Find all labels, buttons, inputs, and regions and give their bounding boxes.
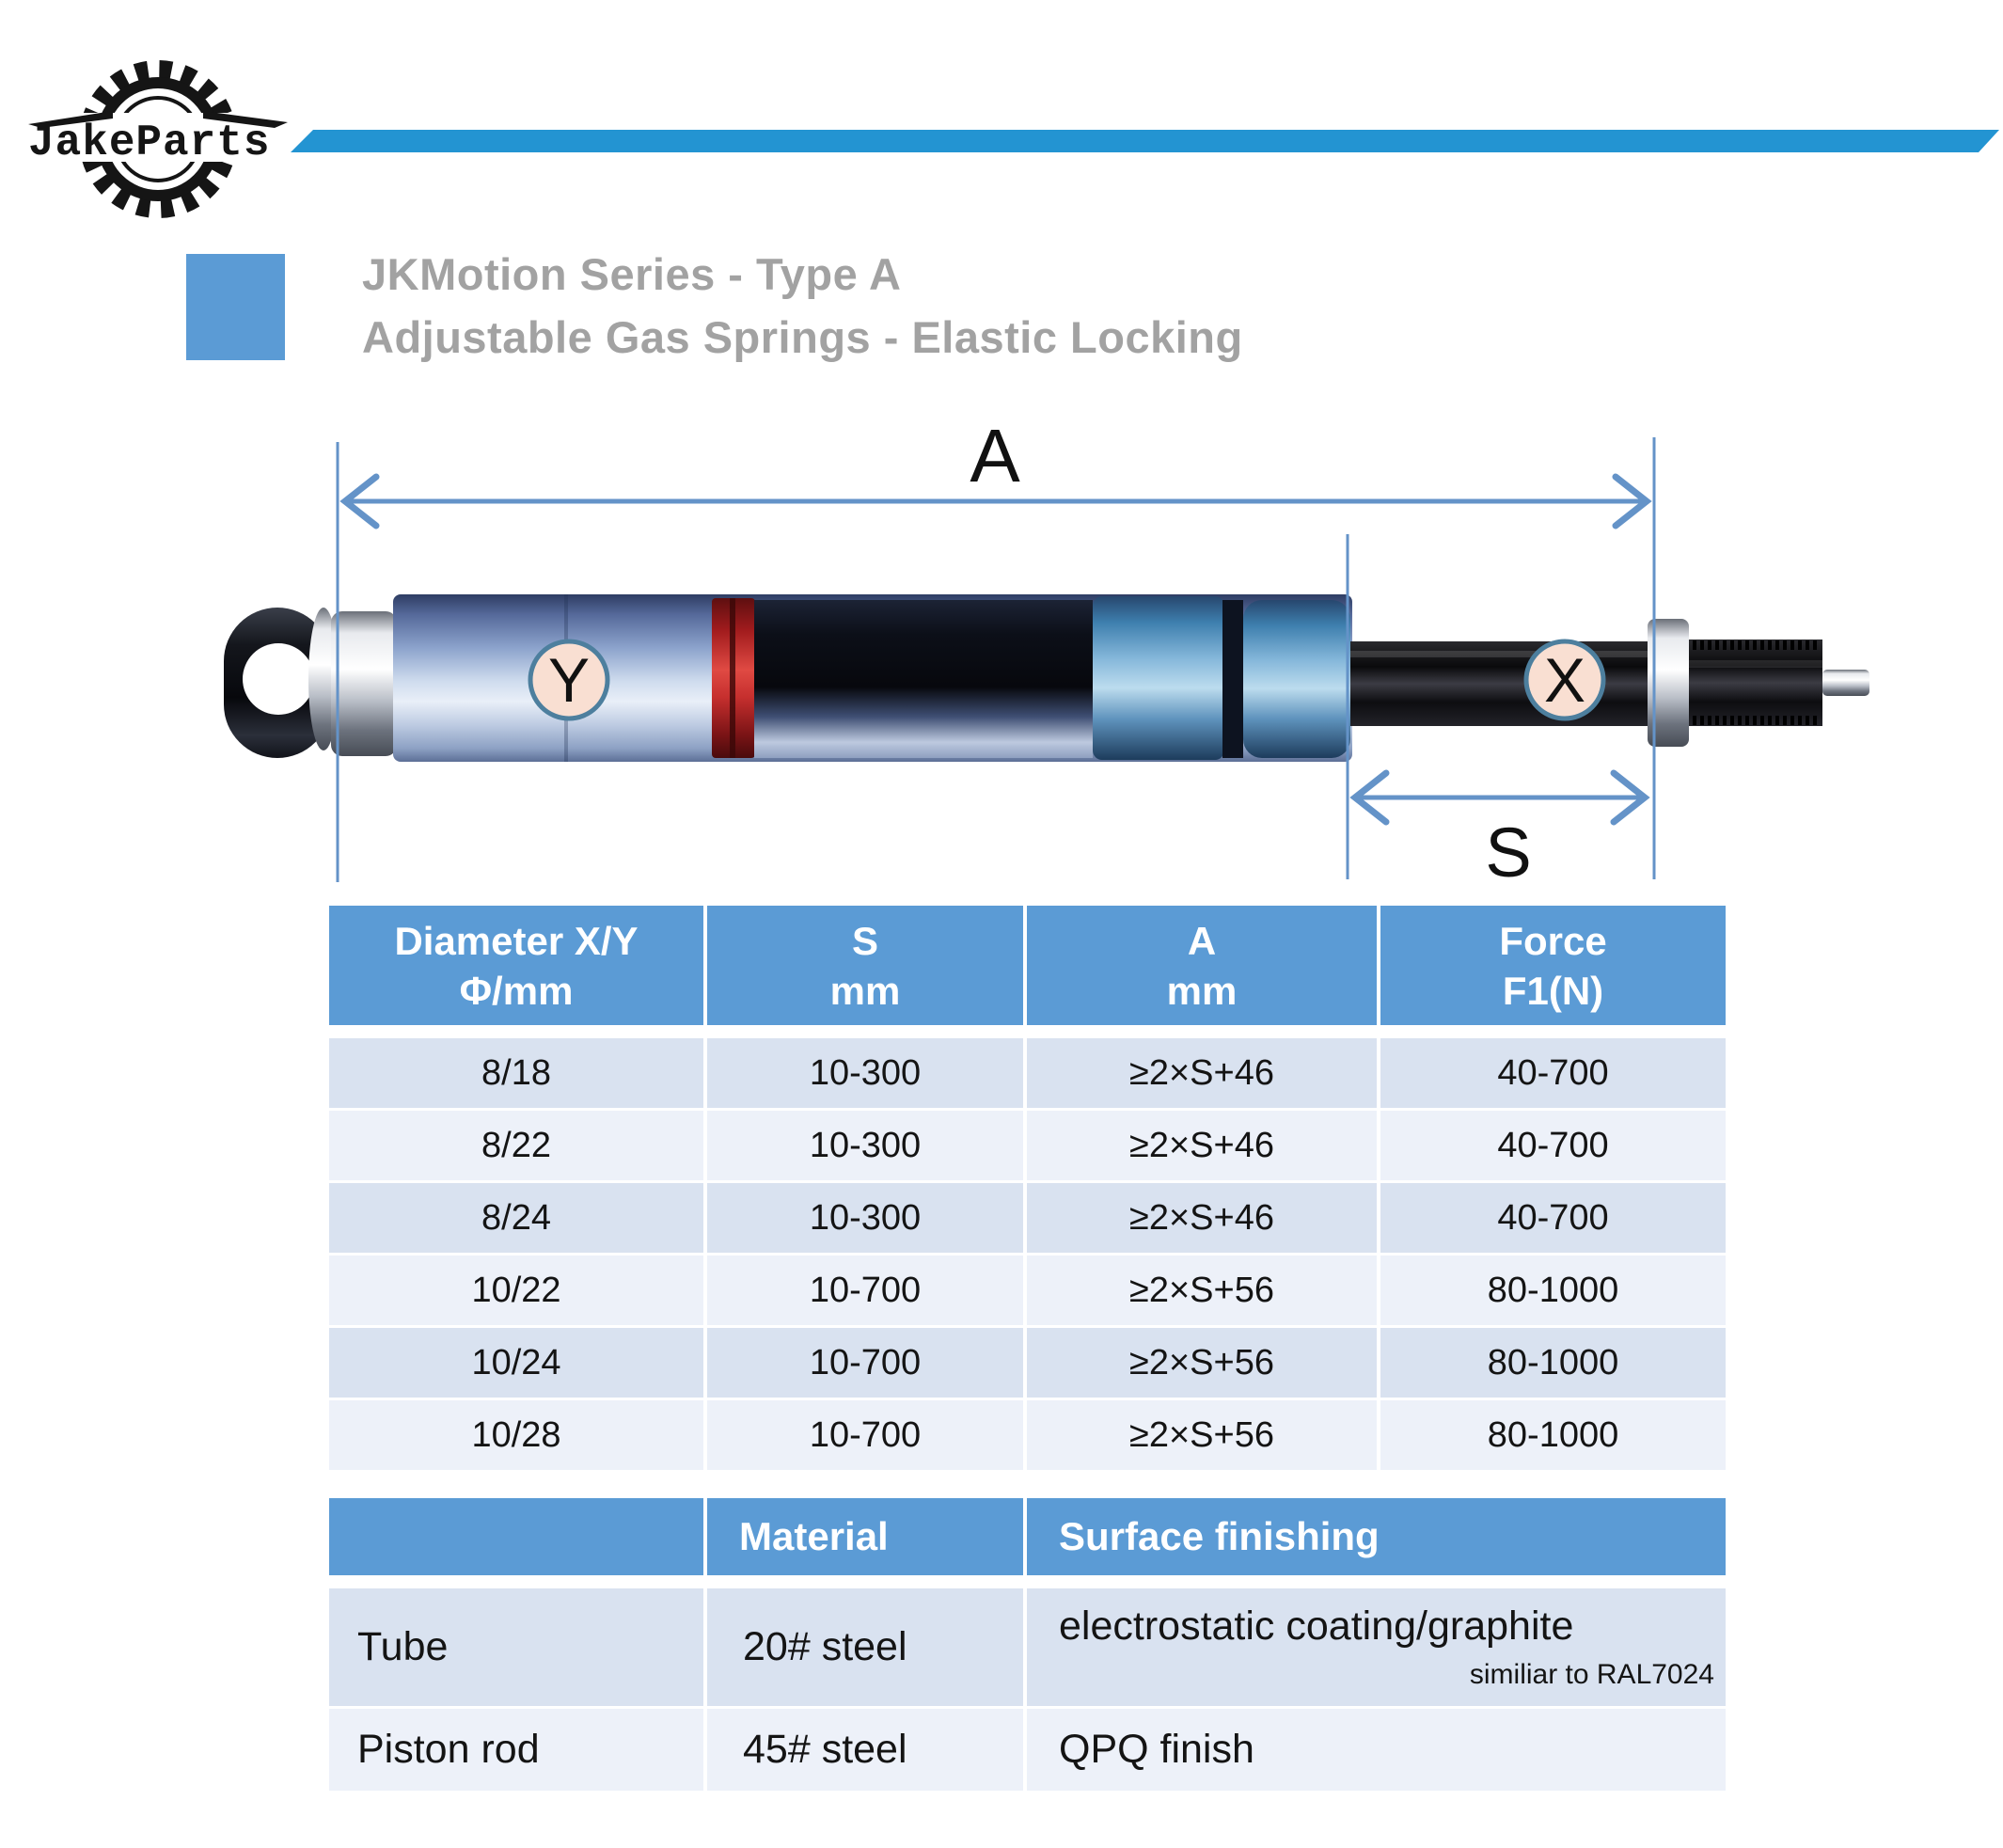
badge-y: Y (547, 645, 591, 715)
spec-row (329, 1256, 1726, 1325)
spec-header-force-line2: F1(N) (1502, 968, 1604, 1013)
threaded-end (1689, 640, 1822, 726)
spec-header-force-line1: Force (1499, 918, 1607, 963)
spec-cell-diameter: 10/24 (329, 1328, 703, 1398)
materials-cell-part: Tube (329, 1588, 703, 1706)
spec-cell-length: ≥2×S+56 (1027, 1256, 1377, 1325)
materials-table-header (329, 1498, 1726, 1575)
materials-header-finish: Surface finishing (1027, 1498, 1726, 1575)
spec-cell-length: ≥2×S+46 (1027, 1038, 1377, 1108)
dim-a-label: A (970, 414, 1020, 498)
materials-cell-finish: QPQ finish (1027, 1709, 1726, 1791)
red-ring-gap (730, 598, 735, 758)
finish-text: electrostatic coating/graphite (1059, 1603, 1574, 1649)
rod-highlight (1350, 651, 1651, 657)
gas-spring-illustration (224, 594, 1869, 762)
product-diagram (0, 395, 2003, 922)
materials-row-piston (329, 1709, 1726, 1791)
spec-row (329, 1328, 1726, 1398)
spec-cell-diameter: 8/22 (329, 1111, 703, 1180)
materials-cell-material: 45# steel (707, 1709, 1023, 1791)
spec-cell-length: ≥2×S+46 (1027, 1111, 1377, 1180)
spec-cell-stroke: 10-300 (707, 1183, 1023, 1253)
end-collar (331, 611, 397, 756)
materials-table (329, 1498, 1726, 1793)
page-title-line1: JKMotion Series - Type A (362, 249, 902, 299)
spec-cell-stroke: 10-700 (707, 1328, 1023, 1398)
spec-cell-length: ≥2×S+56 (1027, 1400, 1377, 1470)
head-end-cap (1243, 600, 1350, 758)
spec-cell-force: 80-1000 (1380, 1256, 1726, 1325)
finish-note: similiar to RAL7024 (1469, 1659, 1714, 1690)
eyelet-hole (243, 643, 314, 715)
head-groove (1222, 600, 1243, 758)
brand-logo (26, 11, 339, 229)
page-title-line2: Adjustable Gas Springs - Elastic Locking (362, 312, 1243, 362)
spec-cell-stroke: 10-700 (707, 1400, 1023, 1470)
spec-cell-force: 40-700 (1380, 1111, 1726, 1180)
spec-cell-force: 40-700 (1380, 1183, 1726, 1253)
cylinder-head (1093, 596, 1224, 760)
materials-cell-material: 20# steel (707, 1588, 1023, 1706)
spec-row (329, 1400, 1726, 1470)
spec-header-stroke-line1: S (851, 918, 878, 963)
materials-header-material: Material (707, 1498, 1023, 1575)
dim-s-label: S (1485, 813, 1532, 892)
section-marker (186, 254, 285, 360)
materials-row-tube (329, 1588, 1726, 1706)
spec-cell-stroke: 10-300 (707, 1038, 1023, 1108)
spec-cell-length: ≥2×S+56 (1027, 1328, 1377, 1398)
spec-header-diameter-line1: Diameter X/Y (394, 918, 639, 963)
spec-header-length (1027, 906, 1377, 1025)
thread-highlight (1689, 660, 1822, 668)
spec-cell-stroke: 10-700 (707, 1256, 1023, 1325)
spec-header-diameter (329, 906, 703, 1025)
materials-header-blank (329, 1498, 703, 1575)
rod-tip-pin (1822, 670, 1869, 696)
spec-header-length-line1: A (1187, 918, 1217, 963)
spec-header-stroke (707, 906, 1023, 1025)
spec-row (329, 1038, 1726, 1108)
spec-cell-force: 40-700 (1380, 1038, 1726, 1108)
spec-header-stroke-line2: mm (829, 968, 901, 1013)
badge-x: X (1543, 645, 1586, 715)
brand-wordmark: JakeParts (28, 118, 271, 167)
spec-cell-diameter: 10/28 (329, 1400, 703, 1470)
spec-table (329, 906, 1726, 1473)
materials-cell-part: Piston rod (329, 1709, 703, 1791)
spec-cell-diameter: 10/22 (329, 1256, 703, 1325)
spec-cell-length: ≥2×S+46 (1027, 1183, 1377, 1253)
finish-stack (1059, 1603, 1726, 1691)
spec-cell-diameter: 8/18 (329, 1038, 703, 1108)
spec-header-length-line2: mm (1166, 968, 1238, 1013)
page-title (362, 243, 1773, 369)
spec-cell-stroke: 10-300 (707, 1111, 1023, 1180)
materials-cell-finish (1027, 1588, 1726, 1706)
spec-cell-diameter: 8/24 (329, 1183, 703, 1253)
spec-header-force (1380, 906, 1726, 1025)
spec-cell-force: 80-1000 (1380, 1328, 1726, 1398)
spec-row (329, 1183, 1726, 1253)
spec-table-header (329, 906, 1726, 1025)
spec-header-diameter-line2: Φ/mm (459, 968, 574, 1013)
spec-row (329, 1111, 1726, 1180)
tube-dark-section (754, 600, 1093, 758)
spec-cell-force: 80-1000 (1380, 1400, 1726, 1470)
